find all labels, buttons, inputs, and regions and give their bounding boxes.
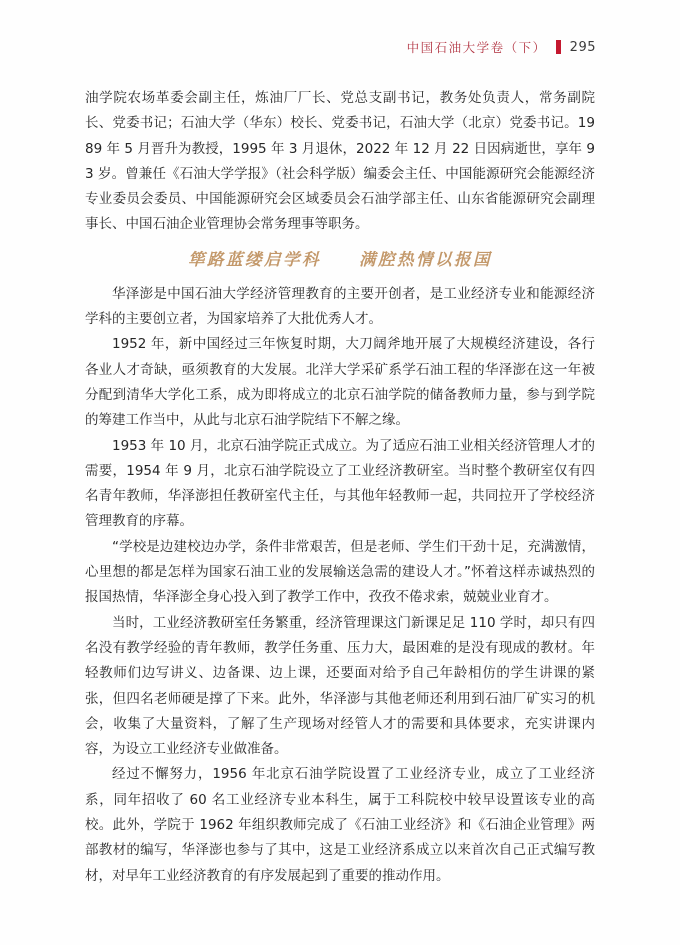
section-heading: 筚路蓝缕启学科 满腔热情以报国	[188, 249, 492, 269]
body-paragraph: 1953 年 10 月，北京石油学院正式成立。为了适应石油工业相关经济管理人才的需要，1954 年 9 月，北京石油学院设立了工业经济教研室。当时整个教研室仅有四名青年教师，华泽澎担任教研室代主任，与其他年轻教师一起，共同拉开了学校经济管理教育的序幕。	[85, 437, 595, 530]
running-header	[407, 38, 596, 56]
body-paragraph: 当时，工业经济教研室任务繁重，经济管理课这门新课足足 110 学时，却只有四名没有教学经验的青年教师，教学任务重、压力大，最困难的是没有现成的教材。年轻教师们边写讲义、边备课、边上课，还要面对给予自己年龄相仿的学生讲课的紧张，但四名老师硬是撑了下来。此外，华泽澎与其他老师还利用到石油厂矿实习的机会，收集了大量资料，了解了生产现场对经管人才的需要和具体要求，充实讲课内容，为设立工业经济专业做准备。	[85, 614, 595, 758]
body-paragraph: “学校是边建校边办学，条件非常艰苦，但是老师、学生们干劲十足，充满激情，心里想的都是怎样为国家石油工业的发展输送急需的建设人才。”怀着这样赤诚热烈的报国热情，华泽澎全身心投入到了教学工作中，孜孜不倦求索，兢兢业业育才。	[85, 538, 595, 606]
body-paragraph: 1952 年，新中国经过三年恢复时期，大刀阔斧地开展了大规模经济建设，各行各业人才奇缺，亟须教育的大发展。北洋大学采矿系学石油工程的华泽澎在这一年被分配到清华大学化工系，成为即将成立的北京石油学院的储备教师力量，参与到学院的筹建工作当中，从此与北京石油学院结下不解之缘。	[85, 336, 595, 429]
page-body	[85, 86, 595, 889]
page-number: 295	[569, 39, 596, 55]
body-paragraph: 经过不懈努力，1956 年北京石油学院设置了工业经济专业，成立了工业经济系，同年招收了 60 名工业经济专业本科生，属于工科院校中较早设置该专业的高校。此外，学院于 1962 年组织教师完成了《石油工业经济》和《石油企业管理》两部教材的编写，华泽澎也参与了其中，这是工业经济系成立以来首次自己正式编写教材，对早年工业经济教育的有序发展起到了重要的推动作用。	[85, 766, 595, 884]
volume-title: 中国石油大学卷（下）	[406, 40, 547, 55]
body-paragraph: 华泽澎是中国石油大学经济管理教育的主要开创者，是工业经济专业和能源经济学科的主要创立者，为国家培养了大批优秀人才。	[85, 285, 595, 328]
body-paragraph-continuation: 油学院农场革委会副主任，炼油厂厂长、党总支副书记，教务处负责人，常务副院长、党委书记；石油大学（华东）校长、党委书记，石油大学（北京）党委书记。1989 年 5 月晋升为教授，1995 年 3 月退休，2022 年 12 月 22 日因病逝世，享年 93 岁。曾兼任《石油大学学报》（社会科学版）编委会主任、中国能源研究会能源经济专业委员会委员、中国能源研究会区域委员会石油学部主任、山东省能源研究会副理事长、中国石油企业管理协会常务理事等职务。	[85, 90, 595, 233]
header-divider-bar	[556, 40, 561, 54]
